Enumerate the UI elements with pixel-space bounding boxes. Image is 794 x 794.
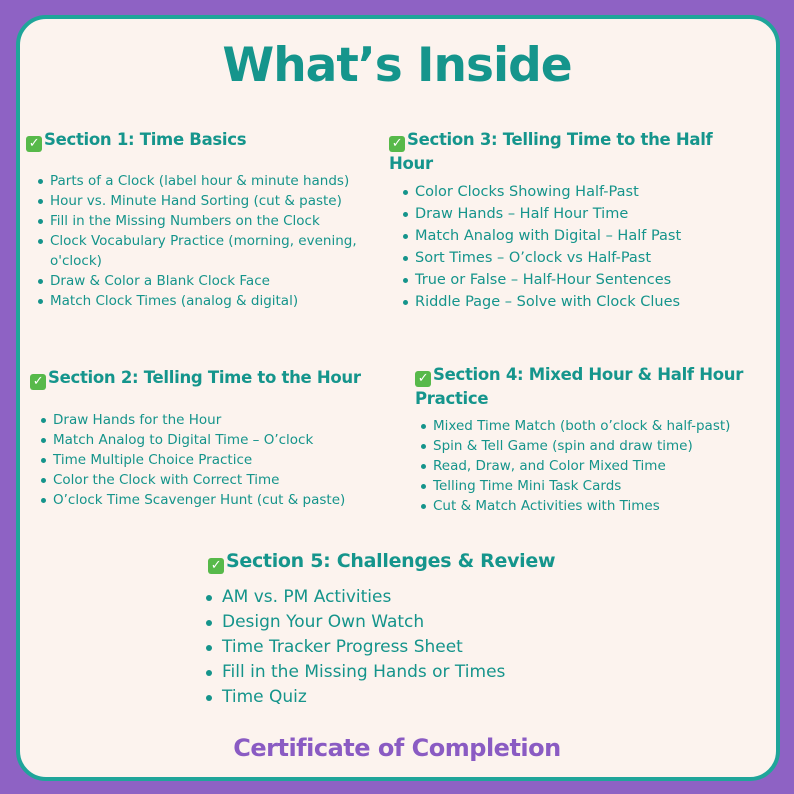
list-item: Draw Hands – Half Hour Time — [401, 203, 734, 225]
list-item: Clock Vocabulary Practice (morning, evening, o'clock) — [36, 231, 376, 271]
section-2 — [30, 366, 380, 510]
section-4-list — [419, 416, 755, 516]
section-2-heading — [30, 366, 380, 390]
list-item: Time Quiz — [204, 685, 608, 710]
list-item: Color Clocks Showing Half-Past — [401, 181, 734, 203]
list-item: Match Analog to Digital Time – O’clock — [39, 430, 380, 450]
section-4-heading — [415, 363, 755, 411]
section-5-list — [204, 585, 608, 710]
list-item: Hour vs. Minute Hand Sorting (cut & paste) — [36, 191, 376, 211]
list-item: AM vs. PM Activities — [204, 585, 608, 610]
check-icon: ✓ — [415, 371, 431, 387]
section-4 — [415, 363, 755, 516]
list-item: Cut & Match Activities with Times — [419, 496, 755, 516]
section-1-list — [36, 171, 376, 311]
certificate-label: Certificate of Completion — [233, 734, 561, 762]
list-item: Color the Clock with Correct Time — [39, 470, 380, 490]
list-item: Fill in the Missing Numbers on the Clock — [36, 211, 376, 231]
section-2-title: Section 2: Telling Time to the Hour — [48, 368, 361, 387]
list-item: Match Analog with Digital – Half Past — [401, 225, 734, 247]
check-icon: ✓ — [26, 136, 42, 152]
list-item: Time Tracker Progress Sheet — [204, 635, 608, 660]
list-item: Parts of a Clock (label hour & minute hands) — [36, 171, 376, 191]
list-item: Sort Times – O’clock vs Half-Past — [401, 247, 734, 269]
section-1-title: Section 1: Time Basics — [44, 130, 247, 149]
list-item: True or False – Half-Hour Sentences — [401, 269, 734, 291]
section-3-heading — [389, 128, 734, 176]
section-5-title: Section 5: Challenges & Review — [226, 550, 556, 572]
section-3-list — [401, 181, 734, 313]
list-item: Riddle Page – Solve with Clock Clues — [401, 291, 734, 313]
list-item: O’clock Time Scavenger Hunt (cut & paste) — [39, 490, 380, 510]
list-item: Draw & Color a Blank Clock Face — [36, 271, 376, 291]
section-1-heading — [26, 128, 376, 152]
section-5 — [208, 547, 608, 710]
list-item: Time Multiple Choice Practice — [39, 450, 380, 470]
section-5-heading — [208, 547, 608, 575]
list-item: Telling Time Mini Task Cards — [419, 476, 755, 496]
list-item: Draw Hands for the Hour — [39, 410, 380, 430]
section-1 — [26, 128, 376, 311]
check-icon: ✓ — [389, 136, 405, 152]
list-item: Spin & Tell Game (spin and draw time) — [419, 436, 755, 456]
section-4-title: Section 4: Mixed Hour & Half Hour Practice — [415, 365, 744, 408]
list-item: Fill in the Missing Hands or Times — [204, 660, 608, 685]
list-item: Match Clock Times (analog & digital) — [36, 291, 376, 311]
list-item: Read, Draw, and Color Mixed Time — [419, 456, 755, 476]
section-3-title: Section 3: Telling Time to the Half Hour — [389, 130, 713, 173]
check-icon: ✓ — [208, 558, 224, 574]
section-3 — [389, 128, 734, 313]
section-2-list — [39, 410, 380, 510]
check-icon: ✓ — [30, 374, 46, 390]
page-title: What’s Inside — [222, 38, 572, 93]
list-item: Mixed Time Match (both o’clock & half-past) — [419, 416, 755, 436]
list-item: Design Your Own Watch — [204, 610, 608, 635]
